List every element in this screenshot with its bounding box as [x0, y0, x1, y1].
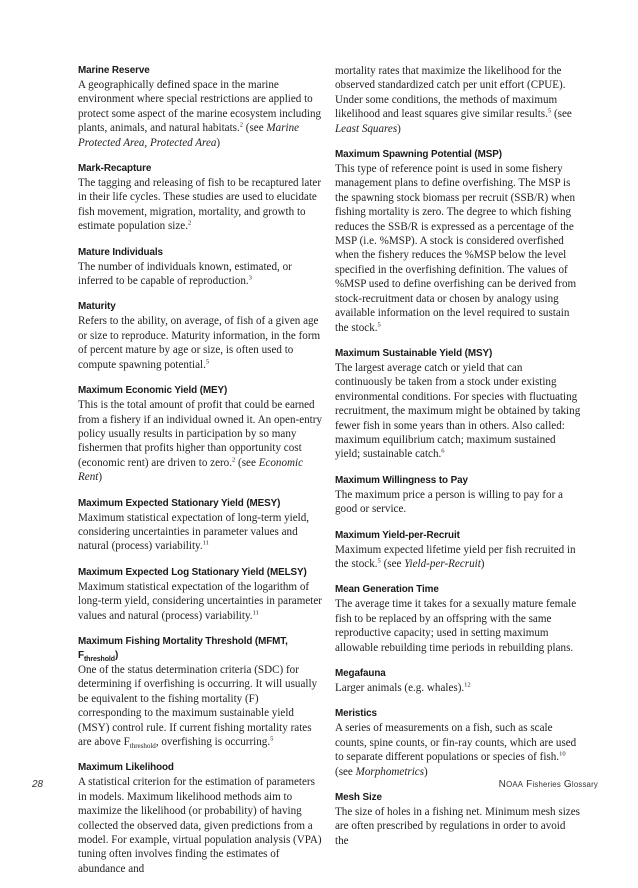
entry-term: Maximum Willingness to Pay: [335, 474, 468, 486]
entry-term: Maximum Likelihood: [78, 762, 174, 774]
entry-term: Marine Reserve: [78, 65, 150, 76]
reference-number: 2: [232, 456, 236, 464]
reference-number: 5: [205, 358, 210, 365]
reference-number: 10: [559, 750, 566, 758]
reference-number: 6: [441, 447, 445, 455]
entry-term: Mean Generation Time: [335, 584, 439, 596]
entry-definition: One of the status determination criteria (SDC) for determining if overfishing is occurring. It will usually be equivalent to the fishing mortality (F) corresponding to the maximum sustainable yield (MSY) control rule. If current fishing mortality rates are above $F_{threshold}$, overfishing is occurring.$^5$: [78, 663, 318, 751]
reference-number: 12: [464, 681, 471, 689]
entry-definition: Maximum expected lifetime yield per fish recruited in the stock.$^5$ (see Yield-per-Recruit): [335, 543, 576, 570]
entry-definition: A statistical criterion for the estimation of parameters in models. Maximum likelihood methods aim to maximize the likelihood (or probability) of having collected the observed data, given predictions from a model. For example, virtual population analysis (VPA) tuning often involves finding the estimates of abundance and: [78, 776, 322, 875]
left-column: [78, 64, 324, 888]
entry-definition: The tagging and releasing of fish to be recaptured later in their life cycles. These studies are used to elucidate fish movement, migration, mortality, and growth to estimate population size.$^2$: [78, 177, 322, 233]
entry-term: Maximum Sustainable Yield (MSY): [335, 347, 493, 359]
entry-definition: The size of holes in a fishing net. Minimum mesh sizes are often prescribed by regulations in order to avoid the: [335, 806, 580, 847]
reference-number: 2: [239, 121, 243, 129]
entry-definition: This type of reference point is used in some fishery management plans to define overfishing. The MSP is the spawning stock biomass per recruit (SSB/R) when fishing mortality is zero. The degree to which fishing reduces the SSB/R is expressed as a percentage of the MSP (i.e. %MSP). A stock is considered overfished when the fishery reduces the %MSP below the level specified in the overfishing definition. The values of %MSP used to define overfishing can be derived from stock-recruitment data or chosen by analogy using available information on the level required to sustain the stock.$^5$: [335, 163, 577, 334]
right-column: [335, 64, 581, 860]
entry-definition: A geographically defined space in the marine environment where special restrictions are applied to protect some aspect of the marine ecosystem including plants, animals, and natural habitats.$^2$ (see Marine Protected Area, Protected Area): [78, 79, 322, 149]
continued-definition: [335, 64, 581, 136]
entry-term: Maximum Expected Stationary Yield (MESY): [78, 497, 281, 509]
entry-definition: Larger animals (e.g. whales).$^{12}$: [335, 681, 471, 694]
glossary-entry-mfmt: [78, 635, 324, 749]
glossary-entry-meristics: [335, 707, 581, 779]
entry-definition: A series of measurements on a fish, such as scale counts, spine counts, or fin-ray counts, which are used to separate different populations or species of fish.$^{10}$ (see Morphometrics): [335, 722, 577, 778]
reference-number: 3: [248, 274, 252, 282]
glossary-entry-maximum-economic-yield-mey: [78, 384, 324, 484]
reference-number: 5: [377, 557, 381, 565]
entry-term: Megafauna: [335, 668, 386, 679]
entry-term: Mesh Size: [335, 792, 382, 804]
glossary-entry-maximum-expected-stationary-yield-mesy: [78, 497, 324, 554]
reference-number: 11: [202, 539, 209, 547]
running-footer-title: NOAA Fisheries Glossary: [498, 779, 598, 790]
entry-definition: Refers to the ability, on average, of fish of a given age or size to reproduce. Maturity information, in the form of percent mature by age or size, is often used to compute spawning potential.$^5$: [78, 315, 321, 371]
glossary-entry-mean-generation-time: [335, 583, 581, 655]
entry-term: Maximum Fishing Mortality Threshold (MFMT, $F_{threshold}$): [78, 635, 288, 663]
glossary-entry-maximum-spawning-potential-msp: [335, 148, 581, 335]
glossary-entry-mark-recapture: [78, 162, 324, 234]
glossary-entry-marine-reserve: [78, 64, 324, 150]
glossary-entry-maximum-willingness-to-pay: [335, 474, 581, 517]
entry-definition: Maximum statistical expectation of long-term yield, considering uncertainties in parameter values and natural (process) variability.$^{11}$: [78, 511, 310, 553]
reference-number: 5: [270, 735, 274, 743]
glossary-entry-mesh-size: [335, 791, 581, 848]
glossary-entry-mature-individuals: [78, 246, 324, 289]
page-number: 28: [32, 779, 44, 790]
glossary-entry-megafauna: [335, 667, 581, 695]
entry-term: Maximum Expected Log Stationary Yield (MELSY): [78, 566, 307, 578]
reference-number: 11: [252, 608, 259, 616]
reference-number: 5: [377, 320, 381, 328]
entry-term: Meristics: [335, 708, 377, 720]
right-entries: [335, 148, 581, 848]
left-entries: [78, 64, 324, 623]
entry-term: Mature Individuals: [78, 246, 163, 258]
entry-term: Maximum Economic Yield (MEY): [78, 385, 228, 397]
entry-definition: The maximum price a person is willing to pay for a good or service.: [335, 488, 563, 516]
entry-term: Mark-Recapture: [78, 163, 152, 175]
entry-term: Maximum Yield-per-Recruit: [335, 529, 460, 541]
entry-term: Maximum Spawning Potential (MSP): [335, 149, 502, 161]
glossary-entry-maximum-yield-per-recruit: [335, 529, 581, 572]
reference-number: 5: [547, 107, 552, 115]
entry-definition: The average time it takes for a sexually mature female fish to be replaced by an offspring with the same reproductive capacity; used in setting maximum allowable rebuilding time periods in rebuilding plans.: [335, 598, 577, 654]
entry-term: Maturity: [78, 301, 116, 313]
glossary-entry-maximum-expected-log-stationary-yield-melsy: [78, 566, 324, 623]
entry-definition: This is the total amount of profit that could be earned from a fishery if an individual owned it. An open-entry policy usually results in participation by so many fishermen that profits higher than opportunity cost (economic rent) are driven to zero.$^2$ (see Economic Rent): [78, 399, 323, 484]
reference-number: 2: [187, 219, 192, 227]
glossary-entry-maximum-sustainable-yield-msy: [335, 347, 581, 462]
entry-definition: Maximum statistical expectation of the logarithm of long-term yield, considering uncertainties in parameter values and natural (process) variability.$^{11}$: [78, 580, 322, 622]
entry-definition: mortality rates that maximize the likelihood for the observed standardized catch per unit effort (CPUE). Under some conditions, the methods of maximum likelihood and least squares give similar results.$^5$ (see Least Squares): [335, 65, 572, 135]
entry-definition: The number of individuals known, estimated, or inferred to be capable of reproduction.$^3$: [78, 260, 292, 288]
entry-definition: The largest average catch or yield that can continuously be taken from a stock under existing environmental conditions. For species with fluctuating recruitment, the maximum might be obtained by taking fewer fish in some years than in others. Also called: maximum equilibrium catch; maximum sustained yield; sustainable catch.$^6$: [335, 361, 581, 461]
glossary-entry-maturity: [78, 300, 324, 372]
glossary-entry-maximum-likelihood: [78, 761, 324, 876]
